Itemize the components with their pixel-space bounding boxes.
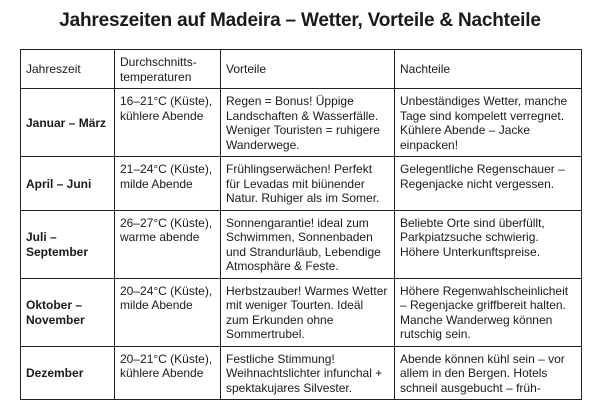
season-cell: Oktober – November <box>21 278 115 346</box>
season-cell: Dezember <box>21 346 115 400</box>
temperature-cell: 26–27°C (Küste), warme abende <box>115 210 221 278</box>
pros-cell: Festliche Stimmung! Weihnachtslichter infunchal + spektakujares Silvester. <box>221 346 395 400</box>
cons-cell: Unbeständiges Wetter, manche Tage sind kompelett verregnet. Kühlere Abende – Jacke einpacken! <box>395 89 582 157</box>
season-cell: Januar – März <box>21 89 115 157</box>
temperature-cell: 21–24°C (Küste), milde Abende <box>115 157 221 211</box>
pros-cell: Herbstzauber! Warmes Wetter mit weniger Tourten. Ideäl zum Erkunden ohne Sommertrubel. <box>221 278 395 346</box>
season-cell: Juli – September <box>21 210 115 278</box>
table-row <box>21 89 582 157</box>
header-pros: Vorteile <box>221 50 395 89</box>
pros-cell: Regen = Bonus! Üppige Landschaften & Wasserfälle. Weniger Touristen = ruhigere Wanderwege. <box>221 89 395 157</box>
seasons-table <box>20 49 582 400</box>
cons-cell: Gelegentliche Regenschauer – Regenjacke nicht vergessen. <box>395 157 582 211</box>
header-temperature: Durchschnitts-temperaturen <box>115 50 221 89</box>
temperature-cell: 16–21°C (Küste), kühlere Abende <box>115 89 221 157</box>
header-cons: Nachteile <box>395 50 582 89</box>
table-row <box>21 210 582 278</box>
header-season: Jahreszeit <box>21 50 115 89</box>
table-header-row <box>21 50 582 89</box>
table-row <box>21 157 582 211</box>
page-title: Jahreszeiten auf Madeira – Wetter, Vorteile & Nachteile <box>59 10 541 31</box>
table-row <box>21 278 582 346</box>
cons-cell: Abende können kühl sein – vor allem in den Bergen. Hotels schneil ausgebucht – früh- <box>395 346 582 400</box>
table-row <box>21 346 582 400</box>
temperature-cell: 20–21°C (Küste), kühlere Abende <box>115 346 221 400</box>
temperature-cell: 20–24°C (Küste), milde Abende <box>115 278 221 346</box>
pros-cell: Sonnengarantie! ideal zum Schwimmen, Sonnenbaden und Strandurläub, Lebendige Atmosphäre & Feste. <box>221 210 395 278</box>
cons-cell: Beliebte Orte sind überfüllt, Parkpiatzsuche schwierig. Höhere Unterkunftspreise. <box>395 210 582 278</box>
cons-cell: Höhere Regenwahlscheinlicheit – Regenjacke griffbereit halten. Manche Wanderweg können rutschig sein. <box>395 278 582 346</box>
pros-cell: Frühlingserwächen! Perfekt für Levadas mit biünender Natur. Ruhiger als im Somer. <box>221 157 395 211</box>
season-cell: April – Juni <box>21 157 115 211</box>
